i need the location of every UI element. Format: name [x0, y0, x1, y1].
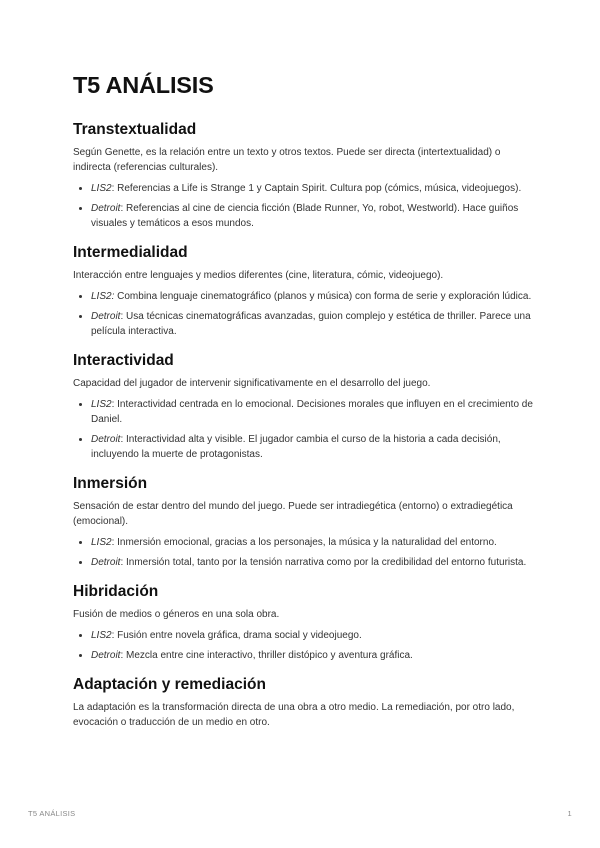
item-text: Inmersión emocional, gracias a los personajes, la música y la naturalidad del entorno.	[117, 537, 497, 548]
page-number: 1	[567, 809, 572, 818]
section-interactividad	[73, 352, 533, 462]
section-heading: Hibridación	[73, 583, 159, 600]
list-item	[91, 181, 533, 196]
list-item	[91, 535, 533, 550]
item-text: Usa técnicas cinematográficas avanzadas, guion complejo y estética de thriller. Parece una película interactiva.	[91, 311, 531, 337]
section-hibridacion	[73, 583, 533, 663]
item-separator: :	[120, 203, 127, 214]
section-intermedialidad	[73, 244, 533, 339]
item-text: Fusión entre novela gráfica, drama social y videojuego.	[117, 630, 362, 641]
section-heading: Transtextualidad	[73, 121, 197, 138]
list-item	[91, 201, 533, 231]
list-item	[91, 397, 533, 427]
section-intro: Capacidad del jugador de intervenir significativamente en el desarrollo del juego.	[73, 378, 431, 389]
list-item	[91, 555, 533, 570]
list-item	[91, 309, 533, 339]
item-separator: :	[111, 630, 118, 641]
section-adaptacion-remediacion	[73, 676, 533, 730]
item-separator: :	[120, 311, 127, 322]
item-label: LIS2	[91, 630, 112, 641]
section-heading: Intermedialidad	[73, 244, 188, 261]
item-separator: :	[111, 537, 118, 548]
page-title: T5 ANÁLISIS	[73, 72, 214, 98]
list-item	[91, 289, 533, 304]
section-heading: Interactividad	[73, 352, 174, 369]
item-separator: :	[111, 183, 118, 194]
item-separator: :	[120, 557, 127, 568]
item-separator: :	[120, 434, 127, 445]
item-label: LIS2:	[91, 291, 115, 302]
document-content	[73, 72, 533, 743]
bullet-list	[73, 628, 533, 663]
section-intro: Fusión de medios o géneros en una sola obra.	[73, 609, 280, 620]
section-intro: La adaptación es la transformación directa de una obra a otro medio. La remediación, por otro lado, evocación o traducción de un medio en otro.	[73, 702, 515, 728]
footer-title: T5 ANÁLISIS	[28, 809, 76, 818]
item-text: Interactividad alta y visible. El jugador cambia el curso de la historia a cada decisión, incluyendo la muerte de protagonistas.	[91, 434, 501, 460]
bullet-list	[73, 181, 533, 231]
item-text: Referencias al cine de ciencia ficción (Blade Runner, Yo, robot, Westworld). Hace guiños visuales y temáticos a esos mundos.	[91, 203, 519, 229]
item-label: Detroit	[91, 203, 121, 214]
section-intro: Según Genette, es la relación entre un texto y otros textos. Puede ser directa (intertextualidad) o indirecta (referencias culturales).	[73, 147, 501, 173]
bullet-list	[73, 289, 533, 339]
item-separator: :	[120, 650, 127, 661]
list-item	[91, 432, 533, 462]
item-label: Detroit	[91, 311, 121, 322]
item-text: Referencias a Life is Strange 1 y Captain Spirit. Cultura pop (cómics, música, videojuegos).	[117, 183, 522, 194]
section-intro: Interacción entre lenguajes y medios diferentes (cine, literatura, cómic, videojuego).	[73, 270, 444, 281]
item-label: Detroit	[91, 650, 121, 661]
bullet-list	[73, 535, 533, 570]
item-text: Interactividad centrada en lo emocional. Decisiones morales que influyen en el crecimiento de Daniel.	[91, 399, 533, 425]
section-intro: Sensación de estar dentro del mundo del juego. Puede ser intradiegética (entorno) o extradiegética (emocional).	[73, 501, 513, 527]
item-label: Detroit	[91, 557, 121, 568]
item-label: Detroit	[91, 434, 121, 445]
item-label: LIS2	[91, 537, 112, 548]
section-transtextualidad	[73, 121, 533, 231]
bullet-list	[73, 397, 533, 462]
item-label: LIS2	[91, 399, 112, 410]
list-item	[91, 628, 533, 643]
item-label: LIS2	[91, 183, 112, 194]
item-text: Combina lenguaje cinematográfico (planos y música) con forma de serie y exploración lúdica.	[117, 291, 532, 302]
list-item	[91, 648, 533, 663]
item-text: Mezcla entre cine interactivo, thriller distópico y aventura gráfica.	[126, 650, 413, 661]
section-inmersion	[73, 475, 533, 570]
item-text: Inmersión total, tanto por la tensión narrativa como por la credibilidad del entorno futurista.	[126, 557, 527, 568]
section-heading: Adaptación y remediación	[73, 676, 266, 693]
page-footer	[28, 809, 572, 818]
section-heading: Inmersión	[73, 475, 148, 492]
item-separator: :	[111, 399, 118, 410]
